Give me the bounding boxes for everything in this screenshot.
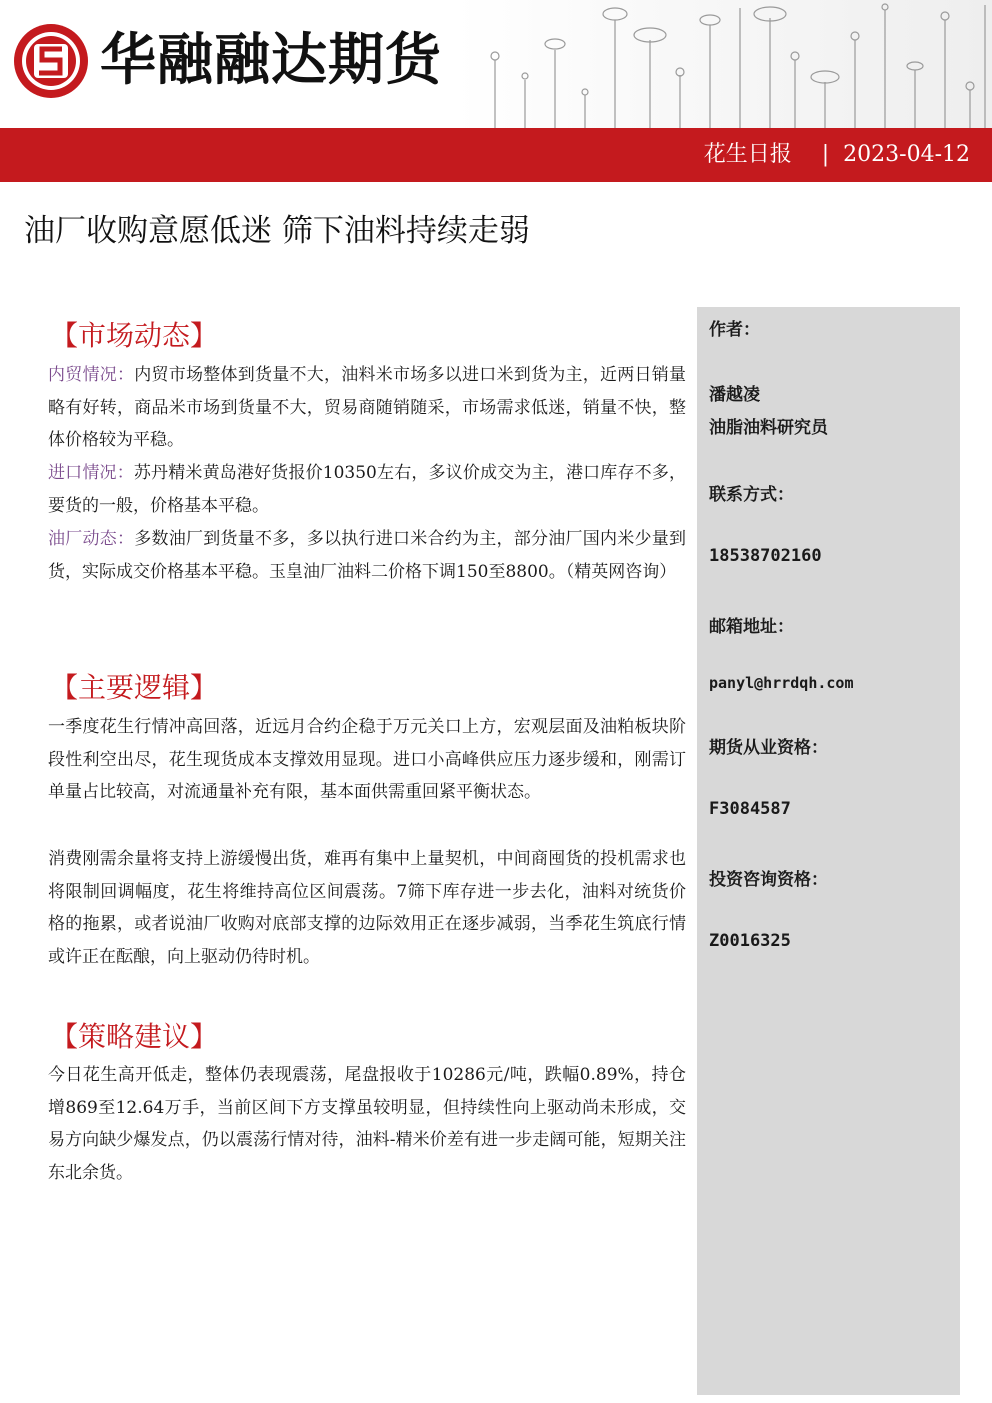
report-header bbox=[0, 0, 992, 167]
author-role: 油脂油料研究员 bbox=[709, 418, 828, 438]
section-heading-strategy: 【策略建议】 bbox=[50, 1020, 219, 1053]
author-sidebar bbox=[697, 307, 960, 1395]
company-name: 华融融达期货 bbox=[100, 28, 442, 93]
company-logo-icon bbox=[12, 22, 90, 100]
decorative-circles-banner bbox=[455, 0, 992, 128]
contact-label: 联系方式： bbox=[709, 485, 794, 505]
report-meta bbox=[704, 128, 970, 182]
advisory-qualification-label: 投资咨询资格： bbox=[709, 870, 828, 890]
paragraph-logic-1: 一季度花生行情冲高回落，近远月合约企稳于万元关口上方，宏观层面及油粕板块阶段性利空出尽，花生现货成本支撑效用显现。进口小高峰供应压力逐步缓和，刚需订单量占比较高，对流通量补充有限，基本面供需重回紧平衡状态。 bbox=[48, 717, 686, 802]
paragraph-import bbox=[48, 457, 686, 522]
paragraph-mill bbox=[48, 523, 686, 588]
header-red-bar bbox=[0, 128, 992, 182]
label-import: 进口情况： bbox=[48, 463, 134, 483]
text-import: 苏丹精米黄岛港好货报价10350左右，多议价成交为主，港口库存不多，要货的一般，价格基本平稳。 bbox=[48, 463, 686, 516]
text-domestic: 内贸市场整体到货量不大，油料米市场多以进口米到货为主，近两日销量略有好转，商品米市场到货量不大，贸易商随销随采，市场需求低迷，销量不快，整体价格较为平稳。 bbox=[48, 365, 686, 450]
paragraph-strategy: 今日花生高开低走，整体仍表现震荡，尾盘报收于10286元/吨，跌幅0.89%，持仓增869至12.64万手，当前区间下方支撑虽较明显，但持续性向上驱动尚未形成，交易方向缺少爆发点，仍以震荡行情对待，油料-精米价差有进一步走阔可能，短期关注东北余货。 bbox=[48, 1065, 686, 1183]
section-heading-market: 【市场动态】 bbox=[50, 319, 219, 352]
author-name: 潘越凌 bbox=[709, 385, 760, 405]
report-title: 油厂收购意愿低迷 筛下油料持续走弱 bbox=[24, 213, 530, 249]
contact-phone: 18538702160 bbox=[709, 546, 822, 566]
advisory-qualification-number: Z0016325 bbox=[709, 931, 791, 951]
paragraph-domestic bbox=[48, 359, 686, 457]
section-heading-logic: 【主要逻辑】 bbox=[50, 671, 219, 704]
report-date: 2023-04-12 bbox=[843, 142, 970, 167]
email-address[interactable]: panyl@hrrdqh.com bbox=[709, 674, 854, 692]
email-label: 邮箱地址： bbox=[709, 617, 794, 637]
paragraph-logic-2: 消费刚需余量将支持上游缓慢出货，难再有集中上量契机，中间商囤货的投机需求也将限制回调幅度，花生将维持高位区间震荡。7筛下库存进一步去化，油料对统货价格的拖累，或者说油厂收购对底部支撑的边际效用正在逐步减弱，当季花生筑底行情或许正在酝酿，向上驱动仍待时机。 bbox=[48, 849, 686, 967]
label-domestic: 内贸情况： bbox=[48, 365, 135, 385]
report-meta-separator: | bbox=[821, 142, 830, 167]
futures-qualification-label: 期货从业资格： bbox=[709, 738, 828, 758]
report-type: 花生日报 bbox=[703, 142, 792, 167]
text-mill: 多数油厂到货量不多，多以执行进口米合约为主，部分油厂国内米少量到货，实际成交价格基本平稳。玉皇油厂油料二价格下调150至8800。（精英网咨询） bbox=[48, 529, 686, 582]
label-mill: 油厂动态： bbox=[48, 529, 135, 549]
futures-qualification-number: F3084587 bbox=[709, 799, 791, 819]
author-label: 作者： bbox=[709, 320, 760, 340]
